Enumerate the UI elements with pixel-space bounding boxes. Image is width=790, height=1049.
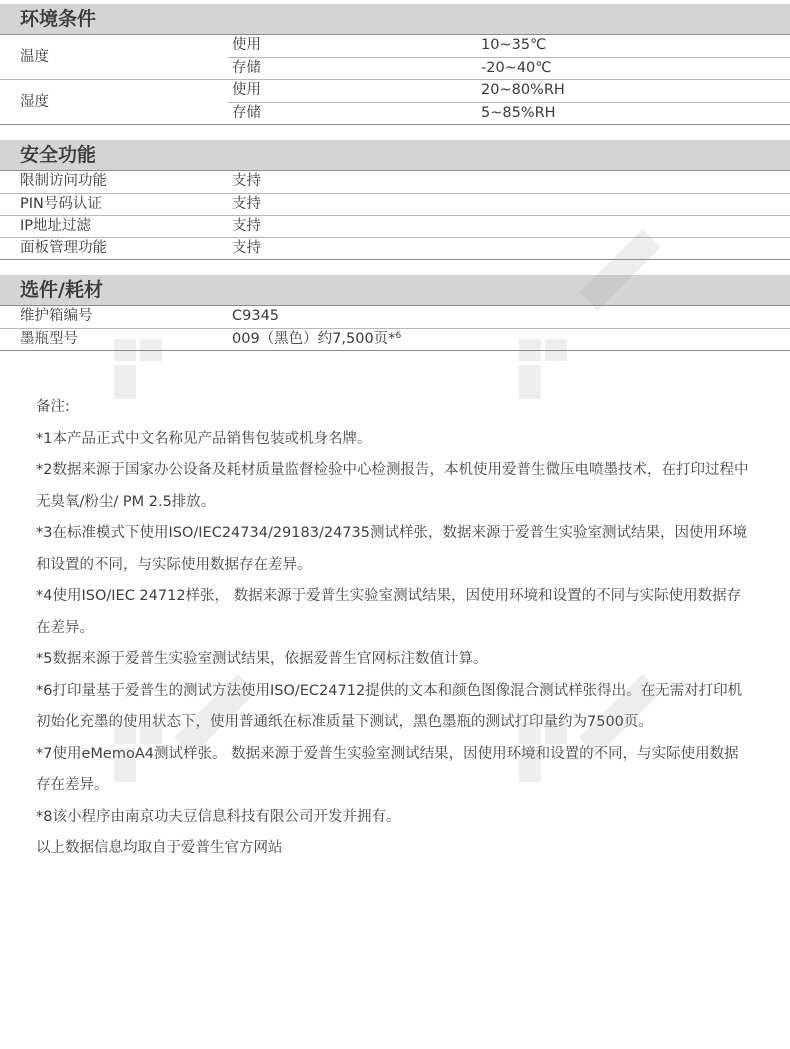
table-row <box>0 237 790 259</box>
humidity-label: 湿度 <box>20 94 49 110</box>
options-label: 维护箱编号 <box>20 308 93 324</box>
table-row <box>0 171 790 193</box>
note-item: *1本产品正式中文名称见产品销售包装或机身名牌。 <box>36 430 372 447</box>
security-section-title: 安全功能 <box>0 140 790 170</box>
temp-label: 温度 <box>20 49 49 65</box>
table-row <box>228 80 790 102</box>
note-item: *4使用ISO/IEC 24712样张， 数据来源于爱普生实验室测试结果，因使用环境和设置的不同与实际使用数据存在差异。 <box>36 588 742 636</box>
notes-heading: 备注: <box>36 399 70 415</box>
security-value: 支持 <box>232 173 261 189</box>
ink-bottle-text: 009（黑色）约7,500页* <box>232 331 396 347</box>
env-section-title: 环境条件 <box>0 4 790 34</box>
temp-group <box>0 35 790 79</box>
table-row <box>228 35 790 57</box>
table-row <box>0 328 790 350</box>
notes <box>36 392 752 865</box>
note-item: *6打印量基于爱普生的测试方法使用ISO/EC24712提供的文本和颜色图像混合测试样张得出。在无需对打印机初始化充墨的使用状态下，使用普通纸在标准质量下测试，黑色墨瓶的测试打印量约为7500页。 <box>36 682 743 730</box>
note-item: *2数据来源于国家办公设备及耗材质量监督检验中心检测报告，本机使用爱普生微压电喷墨技术，在打印过程中无臭氧/粉尘/ PM 2.5排放。 <box>36 462 749 510</box>
options-table <box>0 305 790 351</box>
options-value <box>232 329 401 350</box>
temp-value-use: 10~35℃ <box>481 37 547 53</box>
humidity-mode-store: 存储 <box>232 105 261 121</box>
security-label: IP地址过滤 <box>20 218 92 234</box>
table-row <box>0 215 790 237</box>
table-row <box>0 193 790 215</box>
env-table <box>0 34 790 125</box>
security-value: 支持 <box>232 240 261 256</box>
security-label: PIN号码认证 <box>20 196 102 212</box>
security-label: 面板管理功能 <box>20 240 107 256</box>
options-label: 墨瓶型号 <box>20 331 78 347</box>
security-value: 支持 <box>232 196 261 212</box>
options-section-title: 选件/耗材 <box>0 275 790 305</box>
security-section <box>0 140 790 260</box>
options-value: C9345 <box>232 308 280 324</box>
note-item: *3在标准模式下使用ISO/IEC24734/29183/24735测试样张，数据来源于爱普生实验室测试结果，因使用环境和设置的不同，与实际使用数据存在差异。 <box>36 525 747 573</box>
note-item: *5数据来源于爱普生实验室测试结果，依据爱普生官网标注数值计算。 <box>36 651 488 667</box>
humidity-group <box>0 79 790 124</box>
options-section <box>0 275 790 351</box>
env-section <box>0 4 790 125</box>
security-value: 支持 <box>232 218 261 234</box>
table-row <box>228 102 790 124</box>
temp-mode-store: 存储 <box>232 60 261 76</box>
temp-mode-use: 使用 <box>232 37 261 53</box>
humidity-mode-use: 使用 <box>232 82 261 98</box>
security-table <box>0 170 790 260</box>
humidity-value-use: 20~80%RH <box>481 82 565 98</box>
table-row <box>228 57 790 79</box>
footnote-mark: 6 <box>395 331 402 341</box>
security-label: 限制访问功能 <box>20 173 107 189</box>
note-item: *7使用eMemoA4测试样张。 数据来源于爱普生实验室测试结果，因使用环境和设置的不同，与实际使用数据存在差异。 <box>36 745 739 793</box>
humidity-value-store: 5~85%RH <box>481 105 556 121</box>
note-item: *8该小程序由南京功夫豆信息科技有限公司开发并拥有。 <box>36 808 401 825</box>
table-row <box>0 306 790 328</box>
notes-footer: 以上数据信息均取自于爱普生官方网站 <box>36 840 283 856</box>
temp-value-store: -20~40℃ <box>481 60 552 76</box>
